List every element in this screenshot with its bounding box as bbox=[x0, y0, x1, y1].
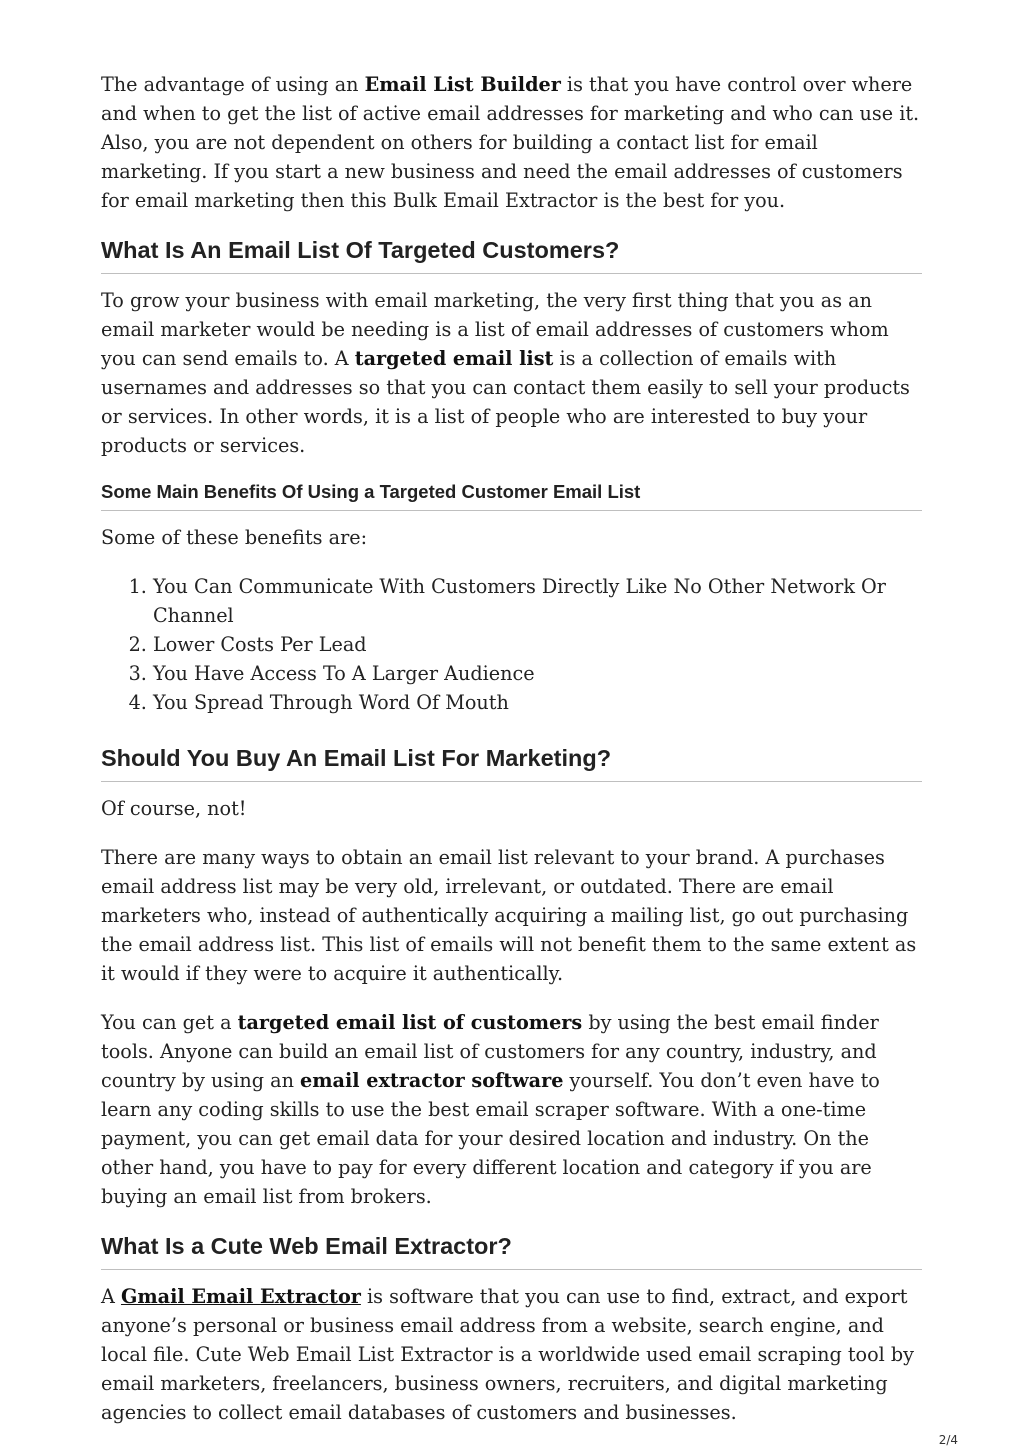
of-course-not-paragraph: Of course, not! bbox=[101, 797, 247, 820]
cute-web-paragraph: A Gmail Email Extractor is software that you can use to find, extract, and export anyone’s personal or business email address from a website, search engine, and local file. Cute Web Email List Extractor is a worldwide used email scraping tool by email marketers, freelancers, business owners, recruiters, and digital marketing agencies to collect email databases of customers and businesses. bbox=[101, 1285, 914, 1424]
intro-paragraph: The advantage of using an Email List Builder is that you have control over where and when to get the list of active email addresses for marketing and who can use it. Also, you are not dependent on others for building a contact list for email marketing. If you start a new business and need the email addresses of customers for email marketing then this Bulk Email Extractor is the best for you. bbox=[101, 73, 920, 212]
targeted-email-list-bold: targeted email list bbox=[354, 347, 554, 370]
page-number: 2/4 bbox=[938, 1433, 958, 1447]
document-page bbox=[101, 70, 922, 1447]
heading-main-benefits: Some Main Benefits Of Using a Targeted Customer Email List bbox=[101, 480, 922, 511]
heading-targeted-customers: What Is An Email List Of Targeted Customers? bbox=[101, 235, 922, 274]
targeted-email-list-of-customers-bold: targeted email list of customers bbox=[237, 1011, 583, 1034]
list-item: 3. You Have Access To A Larger Audience bbox=[153, 659, 922, 688]
gmail-email-extractor-link[interactable]: Gmail Email Extractor bbox=[120, 1285, 361, 1308]
heading-buy-email-list: Should You Buy An Email List For Marketing? bbox=[101, 743, 922, 782]
email-extractor-software-bold: email extractor software bbox=[300, 1069, 564, 1092]
targeted-customers-paragraph: To grow your business with email marketing, the very first thing that you as an email marketer would be needing is a list of email addresses of customers whom you can send emails to. A targeted email list is a collection of emails with usernames and addresses so that you can contact them easily to sell your products or services. In other words, it is a list of people who are interested to buy your products or services. bbox=[101, 289, 910, 457]
heading-cute-web-email-extractor: What Is a Cute Web Email Extractor? bbox=[101, 1231, 922, 1270]
list-item: 1. You Can Communicate With Customers Directly Like No Other Network Or Channel bbox=[153, 572, 922, 630]
benefits-lead: Some of these benefits are: bbox=[101, 526, 368, 549]
list-item: 2. Lower Costs Per Lead bbox=[153, 630, 922, 659]
list-item: 4. You Spread Through Word Of Mouth bbox=[153, 688, 922, 717]
email-finder-paragraph: You can get a targeted email list of customers by using the best email finder tools. Anyone can build an email list of customers for any country, industry, and country by using an email extractor software yourself. You don’t even have to learn any coding skills to use the best email scraper software. With a one-time payment, you can get email data for your desired location and industry. On the other hand, you have to pay for every different location and category if you are buying an email list from brokers. bbox=[101, 1011, 880, 1208]
email-list-builder-bold: Email List Builder bbox=[364, 73, 561, 96]
many-ways-paragraph: There are many ways to obtain an email list relevant to your brand. A purchases email address list may be very old, irrelevant, or outdated. There are email marketers who, instead of authentically acquiring a mailing list, go out purchasing the email address list. This list of emails will not benefit them to the same extent as it would if they were to acquire it authentically. bbox=[101, 846, 917, 985]
benefits-list bbox=[101, 572, 922, 717]
